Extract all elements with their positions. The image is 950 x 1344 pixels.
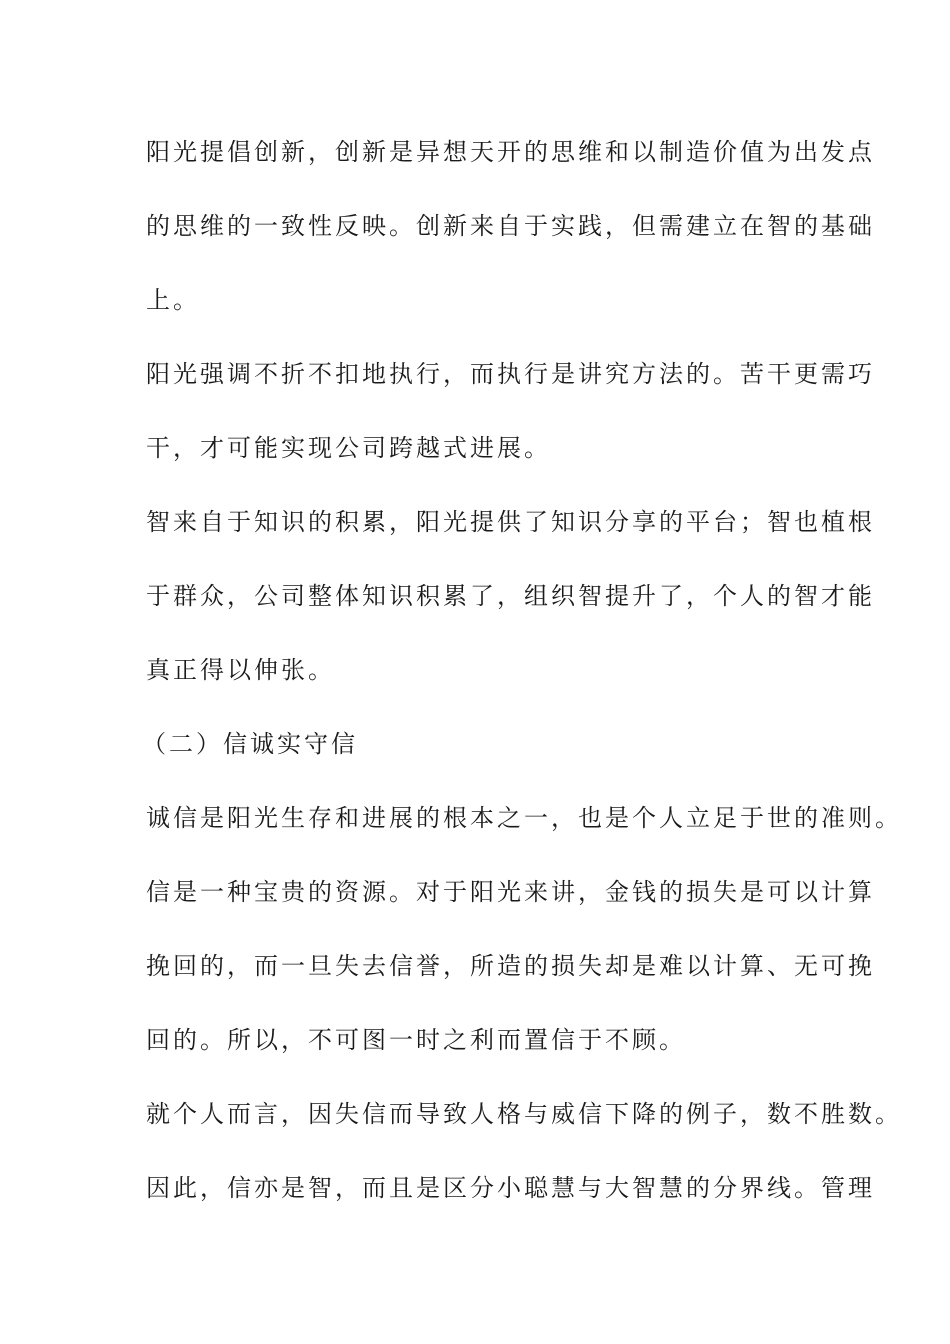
text-line: 信是一种宝贵的资源。对于阳光来讲，金钱的损失是可以计算 — [146, 878, 875, 906]
paragraph-personal — [146, 1090, 902, 1238]
paragraph-innovation — [146, 128, 875, 350]
text-line: 回的。所以，不可图一时之利而置信于不顾。 — [146, 1026, 686, 1054]
text-line: 因此，信亦是智，而且是区分小聪慧与大智慧的分界线。管理 — [146, 1174, 875, 1202]
text-line: 就个人而言，因失信而导致人格与威信下降的例子，数不胜数。 — [146, 1100, 902, 1128]
text-line: 阳光提倡创新，创新是异想天开的思维和以制造价值为出发点 — [146, 138, 875, 166]
text-line: 上。 — [146, 286, 200, 314]
text-line: 干，才可能实现公司跨越式进展。 — [146, 434, 551, 462]
document-body — [142, 128, 902, 1238]
text-line: 真正得以伸张。 — [146, 656, 335, 684]
text-line: 阳光强调不折不扣地执行，而执行是讲究方法的。苦干更需巧 — [146, 360, 875, 388]
text-line: 诚信是阳光生存和进展的根本之一，也是个人立足于世的准则。 — [146, 804, 902, 832]
paragraph-integrity — [146, 794, 902, 1090]
text-line: 的思维的一致性反映。创新来自于实践，但需建立在智的基础 — [146, 212, 875, 240]
paragraph-knowledge — [146, 498, 875, 720]
text-line: 于群众，公司整体知识积累了，组织智提升了，个人的智才能 — [146, 582, 875, 610]
text-line: 挽回的，而一旦失去信誉，所造的损失却是难以计算、无可挽 — [146, 952, 875, 980]
text-line: 智来自于知识的积累，阳光提供了知识分享的平台；智也植根 — [146, 508, 875, 536]
paragraph-execution — [146, 350, 875, 498]
section-heading — [142, 720, 816, 794]
heading-text: （二）信诚实守信 — [142, 730, 358, 758]
